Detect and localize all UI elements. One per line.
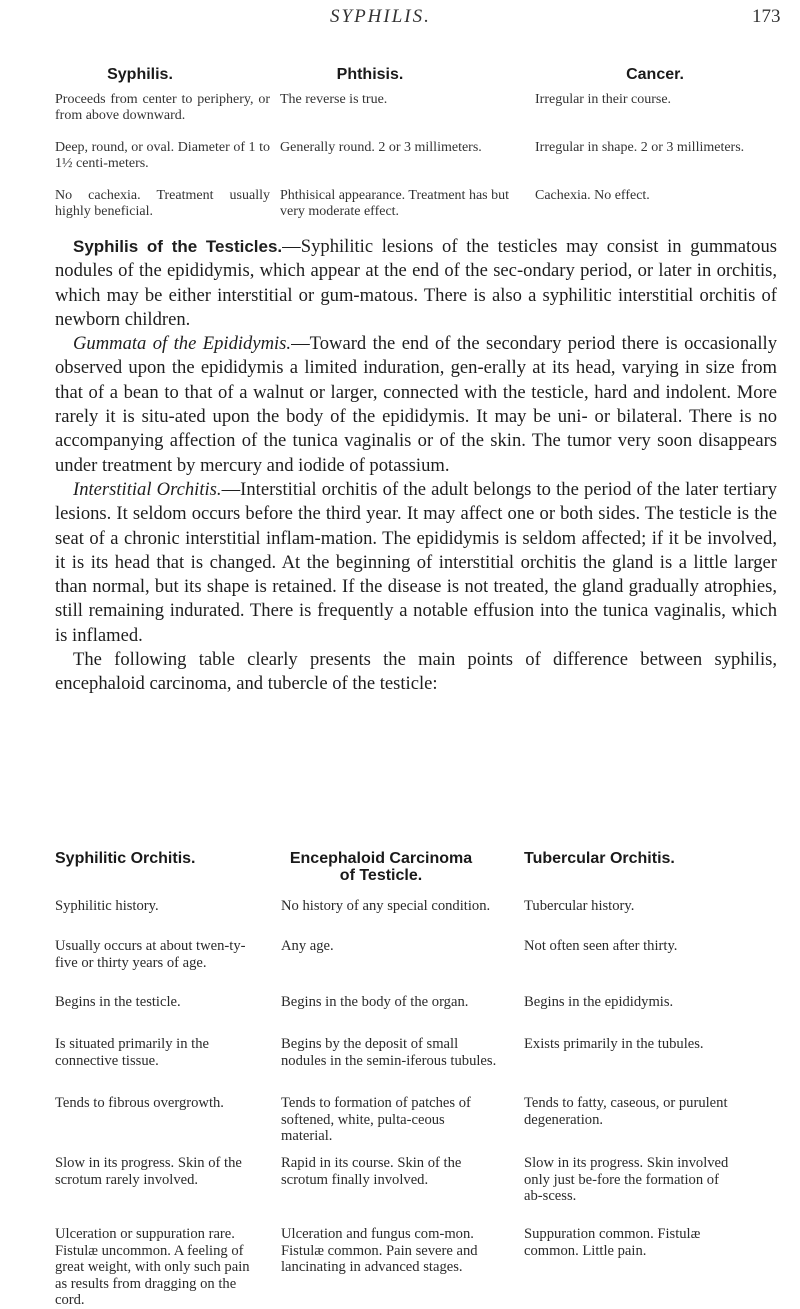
column-header: Phthisis. [336, 66, 404, 83]
table-cell: Begins by the deposit of small nodules in the semin-iferous tubules. [281, 1036, 497, 1069]
table-cell: Is situated primarily in the connective tissue. [55, 1036, 210, 1069]
paragraph-syphilis-of-testicles [55, 235, 777, 332]
table-cell: Suppuration common. Fistulæ common. Little pain. [524, 1226, 701, 1259]
column-header: Syphilis. [107, 66, 173, 83]
table-cell: Begins in the testicle. [55, 994, 181, 1010]
section-heading: Syphilis of the Testicles. [73, 237, 283, 256]
body-text [55, 235, 777, 697]
table-cell: Syphilitic history. [55, 898, 159, 914]
table-cell: Proceeds from center to periphery, or from above downward. [55, 92, 270, 123]
table-cell: Usually occurs at about twen-ty-five or thirty years of age. [55, 938, 246, 971]
table-cell: Slow in its progress. Skin of the scrotum rarely involved. [55, 1155, 242, 1188]
table-cell: No cachexia. Treatment usually highly beneficial. [55, 188, 270, 219]
paragraph-text: —Toward the end of the secondary period there is occasionally observed upon the epididymis a limited induration, gen-erally at its head, varying in size from that of a bean to that of a walnut or larger, connected with the testicle, hard and indolent. More rarely it is situ-ated upon the body of the epididymis. It may be uni- or bilateral. There is no accompanying affection of the tunica vaginalis or of the skin. The tumor very soon disappears under treatment by mercury and iodide of potassium. [55, 333, 777, 476]
table-cell: Tends to fibrous overgrowth. [55, 1095, 224, 1111]
table-cell: Tends to formation of patches of softened, white, pulta-ceous material. [281, 1095, 471, 1144]
page-number: 173 [752, 6, 781, 27]
table-cell: Not often seen after thirty. [524, 938, 678, 954]
column-header: Cancer. [626, 66, 684, 83]
table-cell: Rapid in its course. Skin of the scrotum finally involved. [281, 1155, 462, 1188]
table-cell: Ulceration or suppuration rare. Fistulæ uncommon. A feeling of great weight, with only such pain as results from dragging on the cord. [55, 1226, 250, 1308]
subsection-heading: Gummata of the Epididymis. [73, 333, 292, 355]
table-cell: Ulceration and fungus com-mon. Fistulæ common. Pain severe and lancinating in advanced stages. [281, 1226, 478, 1275]
table-cell: Cachexia. No effect. [535, 188, 650, 203]
table-cell: Begins in the body of the organ. [281, 994, 469, 1010]
paragraph-text: —Syphilitic lesions of the testicles may consist in gummatous nodules of the epididymis, which appear at the end of the sec-ondary period, or later in orchitis, which may be either interstitial or gum-matous. There is also a syphilitic interstitial orchitis of newborn children. [55, 236, 777, 330]
paragraph-table-intro [55, 648, 777, 697]
table-cell: Exists primarily in the tubules. [524, 1036, 704, 1052]
table-cell: Slow in its progress. Skin involved only just be-fore the formation of ab-scess. [524, 1155, 729, 1204]
paragraph-text: The following table clearly presents the main points of difference between syphilis, encephaloid carcinoma, and tubercle of the testicle: [55, 649, 777, 695]
table-cell: Irregular in their course. [535, 92, 672, 107]
table-cell: Tubercular history. [524, 898, 635, 914]
table-cell: Phthisical appearance. Treatment has but very moderate effect. [280, 188, 509, 219]
paragraph-text: —Interstitial orchitis of the adult belongs to the period of the later tertiary lesions. It seldom occurs before the third year. It may affect one or both sides. The testicle is the seat of a chronic interstitial inflam-mation. The epididymis is seldom affected; if it be involved, it is its head that is changed. At the beginning of interstitial orchitis the gland is a little larger than normal, but its shape is retained. If the disease is not treated, the gland gradually atrophies, still remaining indurated. There is frequently a notable effusion into the tunica vaginalis, which is inflamed. [55, 478, 778, 646]
table-cell: Generally round. 2 or 3 millimeters. [280, 140, 482, 155]
table-cell: Deep, round, or oval. Diameter of 1 to 1½ centi-meters. [55, 140, 270, 171]
paragraph-interstitial-orchitis [55, 478, 777, 648]
running-head-title: SYPHILIS. [330, 6, 431, 27]
column-header: Tubercular Orchitis. [524, 850, 675, 867]
table-cell: Any age. [281, 938, 334, 954]
column-header: Syphilitic Orchitis. [55, 850, 196, 867]
paragraph-gummata [55, 332, 777, 478]
table-cell: Tends to fatty, caseous, or purulent degeneration. [524, 1095, 728, 1128]
table-cell: No history of any special condition. [281, 898, 491, 914]
column-header: Encephaloid Carcinoma of Testicle. [289, 850, 473, 884]
table-cell: Begins in the epididymis. [524, 994, 674, 1010]
subsection-heading: Interstitial Orchitis. [73, 478, 222, 500]
table-cell: The reverse is true. [280, 92, 388, 107]
running-head [0, 6, 800, 36]
table-cell: Irregular in shape. 2 or 3 millimeters. [535, 140, 745, 155]
